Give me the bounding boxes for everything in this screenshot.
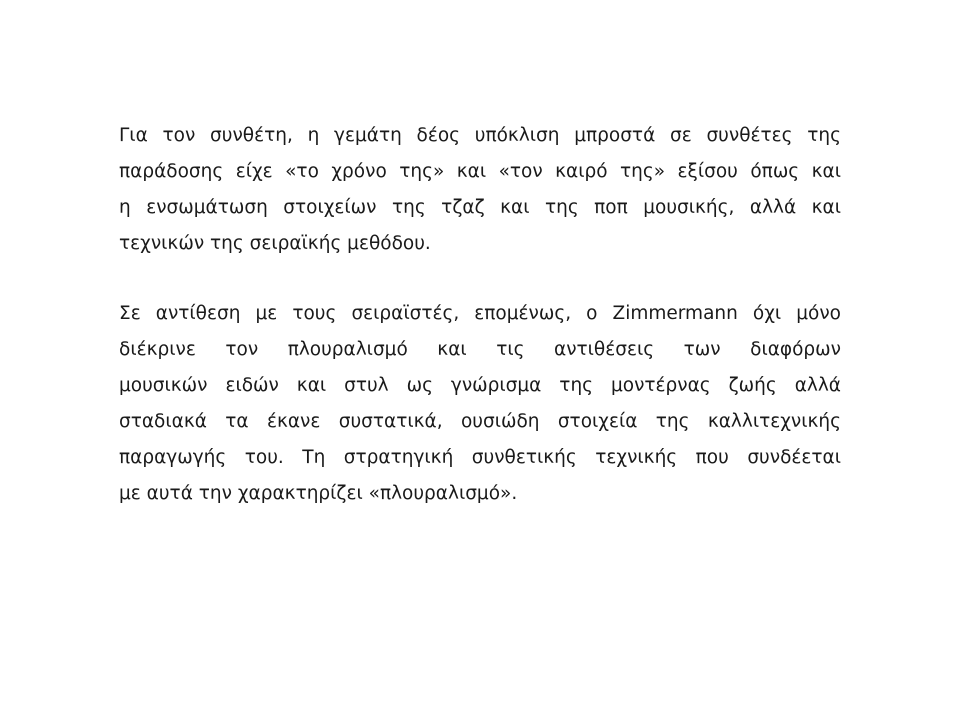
paragraph-2-line: σταδιακά τα έκανε συστατικά, ουσιώδη στοιχεία της καλλιτεχνικής [119,411,841,432]
paragraph-2-line: με αυτά την χαρακτηρίζει «πλουραλισμό». [119,483,518,504]
paragraph-1-line: τεχνικών της σειραϊκής μεθόδου. [119,233,431,254]
paragraph-2-line: παραγωγής του. Τη στρατηγική συνθετικής τεχνικής που συνδέεται [119,447,841,468]
paragraph-2-line: Σε αντίθεση με τους σειραϊστές, επομένως, ο Zimmermann όχι μόνο [119,303,841,324]
paragraph-1-line: Για τον συνθέτη, η γεμάτη δέος υπόκλιση μπροστά σε συνθέτες της [119,125,841,146]
paragraph-2-line: διέκρινε τον πλουραλισμό και τις αντιθέσεις των διαφόρων [119,339,841,360]
paragraph-1 [119,118,841,262]
paragraph-1-line: η ενσωμάτωση στοιχείων της τζαζ και της ποπ μουσικής, αλλά και [119,197,841,218]
paragraph-2-line: μουσικών ειδών και στυλ ως γνώρισμα της μοντέρνας ζωής αλλά [119,375,841,396]
paragraph-1-line: παράδοσης είχε «το χρόνο της» και «τον καιρό της» εξίσου όπως και [119,161,841,182]
paragraph-2 [119,296,841,512]
